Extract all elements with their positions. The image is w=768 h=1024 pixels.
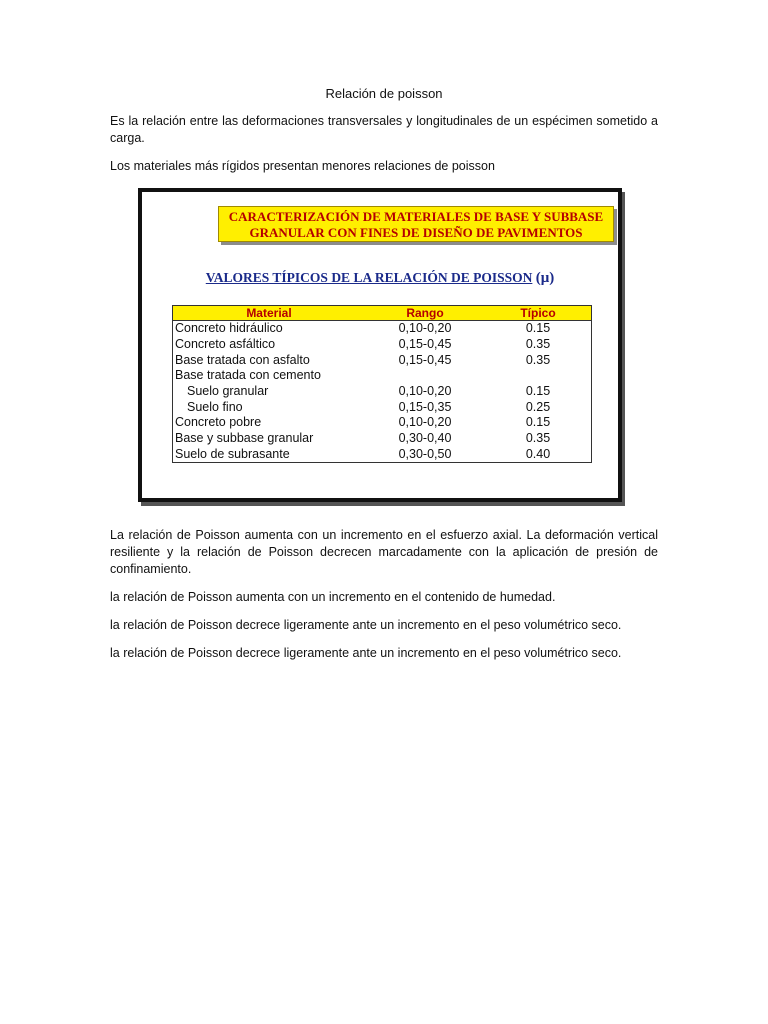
document-title: Relación de poisson	[325, 86, 443, 101]
figure-subtitle	[142, 270, 618, 287]
cell-rango: 0,15-0,45	[398, 352, 452, 367]
figure-banner	[218, 206, 614, 242]
banner-line-1: CARACTERIZACIÓN DE MATERIALES DE BASE Y SUBBASE	[228, 209, 604, 224]
cell-material: Base y subbase granular	[175, 431, 314, 446]
cell-tipico: 0.15	[525, 384, 551, 399]
table-row	[173, 447, 592, 463]
paragraph-dry-weight: la relación de Poisson decrece ligeramente ante un incremento en el peso volumétrico seco.	[110, 618, 622, 632]
cell-material: Concreto pobre	[175, 415, 262, 430]
cell-tipico: 0.15	[525, 321, 551, 336]
cell-tipico: 0.25	[525, 399, 551, 414]
cell-tipico	[485, 368, 592, 384]
cell-rango: 0,15-0,35	[398, 399, 452, 414]
cell-rango	[365, 368, 485, 384]
column-header-tipico: Típico	[485, 306, 592, 321]
table-row	[173, 368, 592, 384]
table-row	[173, 384, 592, 400]
banner-line-2: GRANULAR CON FINES DE DISEÑO DE PAVIMENTOS	[249, 225, 583, 240]
cell-rango: 0,10-0,20	[398, 415, 452, 430]
poisson-values-figure	[138, 188, 622, 502]
cell-tipico: 0.15	[525, 415, 551, 430]
cell-material: Concreto asfáltico	[175, 337, 276, 352]
cell-rango: 0,10-0,20	[398, 321, 452, 336]
cell-material: Suelo de subrasante	[175, 446, 290, 461]
table-row	[173, 337, 592, 353]
subtitle-text: VALORES TÍPICOS DE LA RELACIÓN DE POISSON	[205, 270, 533, 285]
table-row	[173, 431, 592, 447]
paragraph-axial-stress: La relación de Poisson aumenta con un incremento en el esfuerzo axial. La deformación vertical resiliente y la relación de Poisson decrecen marcadamente con la aplicación de presión de confinamiento.	[110, 528, 658, 576]
paragraph-dry-weight-repeat: la relación de Poisson decrece ligeramente ante un incremento en el peso volumétrico seco.	[110, 646, 622, 660]
cell-tipico: 0.35	[525, 337, 551, 352]
cell-material: Suelo granular	[187, 384, 269, 399]
cell-rango: 0,30-0,50	[398, 446, 452, 461]
table-header-row	[173, 306, 592, 321]
cell-tipico: 0.35	[525, 352, 551, 367]
cell-rango: 0,15-0,45	[398, 337, 452, 352]
table-row	[173, 399, 592, 415]
cell-tipico: 0.35	[525, 431, 551, 446]
column-header-material: Material	[173, 306, 366, 321]
table-row	[173, 321, 592, 337]
cell-rango: 0,30-0,40	[398, 431, 452, 446]
cell-rango: 0,10-0,20	[398, 384, 452, 399]
paragraph-definition: Es la relación entre las deformaciones transversales y longitudinales de un espécimen sometido a carga.	[110, 114, 658, 145]
column-header-rango: Rango	[365, 306, 485, 321]
table-row	[173, 415, 592, 431]
cell-tipico: 0.40	[525, 446, 551, 461]
cell-material: Base tratada con asfalto	[175, 352, 310, 367]
cell-material: Concreto hidráulico	[175, 321, 283, 336]
subtitle-symbol: (μ)	[535, 270, 555, 286]
paragraph-moisture: la relación de Poisson aumenta con un incremento en el contenido de humedad.	[110, 590, 556, 604]
cell-material: Base tratada con cemento	[175, 368, 321, 383]
cell-material: Suelo fino	[187, 399, 243, 414]
poisson-values-table	[172, 305, 592, 463]
table-row	[173, 352, 592, 368]
paragraph-rigid-materials: Los materiales más rígidos presentan menores relaciones de poisson	[110, 159, 495, 173]
